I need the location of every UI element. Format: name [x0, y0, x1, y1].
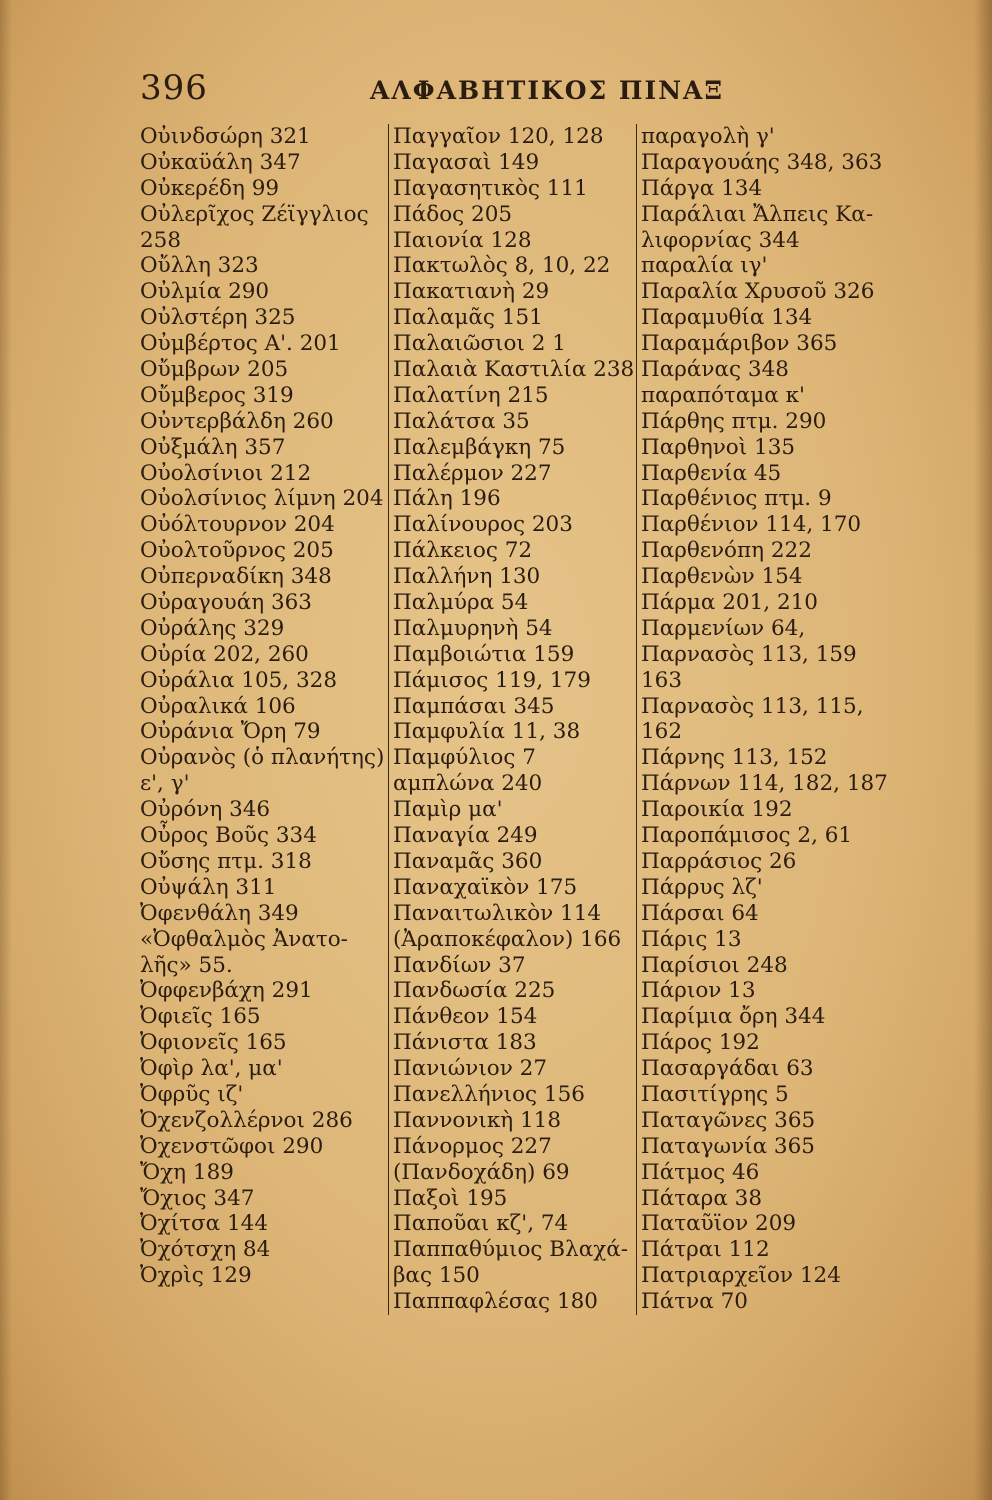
index-entry: Παλαιὰ Καστιλία 238	[393, 357, 635, 383]
index-entry: Ὀχίτσα 144	[140, 1211, 269, 1237]
index-entry: Πάλκειος 72	[393, 538, 533, 564]
index-entry: Πάρθης πτμ. 290	[641, 408, 827, 434]
index-entry: Παταῦϊον 209	[641, 1211, 797, 1237]
index-entry: Οὐολσίνιος λίμνη 204	[140, 486, 384, 512]
index-entry: Πανδίων 37	[393, 952, 526, 978]
index-entry: Πάργα 134	[641, 175, 763, 201]
index-entry: (Ἀραποκέφαλον) 166	[393, 926, 622, 952]
index-entry: Παρθενόπη 222	[641, 538, 812, 564]
index-entry: Οὐλμία 290	[140, 279, 270, 305]
index-entry: Πάρσαι 64	[641, 900, 759, 926]
index-entry: Παλλήνη 130	[393, 564, 541, 590]
index-entry: Παραλία Χρυσοῦ 326	[641, 279, 875, 305]
index-entry: ε', γ'	[140, 771, 190, 797]
index-entry: Πανιώνιον 27	[393, 1056, 548, 1082]
index-entry: Οὐρία 202, 260	[140, 641, 309, 667]
index-entry: Ὀχενστῶφοι 290	[140, 1133, 324, 1159]
index-entry: Παράνας 348	[641, 357, 789, 383]
index-entry: Παταγῶνες 365	[641, 1107, 816, 1133]
index-entry: 258	[140, 227, 182, 253]
index-entry: Οὐκερέδη 99	[140, 175, 280, 201]
index-entry: Πάνορμος 227	[393, 1133, 552, 1159]
index-entry: Οὐμβέρτος Α'. 201	[140, 331, 341, 357]
index-entry: Πάνιστα 183	[393, 1030, 537, 1056]
index-entry: Παλεμβάγκη 75	[393, 434, 566, 460]
index-entry: Πάλη 196	[393, 486, 501, 512]
index-entry: Παραμάριβον 365	[641, 331, 838, 357]
index-entry: Οὔσης πτμ. 318	[140, 848, 312, 874]
index-entry: Παρθηνοὶ 135	[641, 434, 796, 460]
index-entry: Ὀφφενβάχη 291	[140, 978, 313, 1004]
index-entry: Οὐντερβάλδη 260	[140, 408, 334, 434]
running-title: ΑΛΦΑΒΗΤΙΚΟΣ ΠΙΝΑΞ	[370, 76, 725, 105]
index-entry: Παγγαῖον 120, 128	[393, 124, 604, 149]
index-entry: βας 150	[393, 1263, 480, 1289]
index-entry: Πατριαρχεῖον 124	[641, 1263, 841, 1289]
index-entry: Οὐόλτουρνον 204	[140, 512, 335, 538]
index-entry: Παλίνουρος 203	[393, 512, 573, 538]
index-entry: Οὐκαϋάλη 347	[140, 149, 301, 175]
index-entry: 162	[641, 719, 683, 745]
index-entry: Παρνασὸς 113, 159	[641, 641, 857, 667]
index-entry: αμπλώνα 240	[393, 771, 543, 797]
index-entry: Παναμᾶς 360	[393, 848, 543, 874]
index-entry: Παγασητικὸς 111	[393, 175, 588, 201]
index-entry: Παραγουάης 348, 363	[641, 149, 883, 175]
index-entry: Ὄχη 189	[140, 1159, 234, 1185]
page-edge-shadow-right	[974, 0, 992, 1500]
index-column-3	[636, 124, 888, 1315]
index-entry: λιφορνίας 344	[641, 227, 800, 253]
index-entry: Παλατίνη 215	[393, 382, 549, 408]
index-entry: Παλάτσα 35	[393, 408, 530, 434]
index-entry: Παταγωνία 365	[641, 1133, 815, 1159]
index-entry: Παροικία 192	[641, 797, 793, 823]
index-entry: Πάρις 13	[641, 926, 742, 952]
index-column-1	[140, 124, 385, 1289]
index-entry: Παναγία 249	[393, 823, 538, 849]
index-entry: Παμπάσαι 345	[393, 693, 555, 719]
index-entry: Πάταρα 38	[641, 1185, 763, 1211]
index-entry: Ὀφιεῖς 165	[140, 1004, 261, 1030]
index-entry: Οὔμβρων 205	[140, 357, 289, 383]
index-entry: Παρθένιος πτμ. 9	[641, 486, 832, 512]
index-entry: Πάριον 13	[641, 978, 756, 1004]
index-entry: Οὔμβερος 319	[140, 382, 294, 408]
index-entry: Ὀφὶρ λα', μα'	[140, 1056, 283, 1082]
index-entry: Ὄχιος 347	[140, 1185, 255, 1211]
index-entry: Οὐψάλη 311	[140, 874, 277, 900]
index-entry: Παρμενίων 64,	[641, 615, 806, 641]
index-entry: Παροπάμισος 2, 61	[641, 823, 853, 849]
index-entry: Οὐολτοῦρνος 205	[140, 538, 334, 564]
index-entry: Παραμυθία 134	[641, 305, 813, 331]
index-entry: Παππαφλέσας 180	[393, 1289, 598, 1315]
index-entry: Παναιτωλικὸν 114	[393, 900, 602, 926]
index-entry: Παρνασὸς 113, 115,	[641, 693, 864, 719]
index-entry: Παρθένιον 114, 170	[641, 512, 862, 538]
index-entry: Παγασαὶ 149	[393, 149, 540, 175]
index-entry: Πασαργάδαι 63	[641, 1056, 814, 1082]
index-entry: Ὀφρῦς ιζ'	[140, 1081, 244, 1107]
index-entry: 163	[641, 667, 683, 693]
index-entry: Παρθενία 45	[641, 460, 782, 486]
index-entry: Οὐξμάλη 357	[140, 434, 286, 460]
index-entry: Παλμυρηνὴ 54	[393, 615, 553, 641]
index-entry: παραπόταμα κ'	[641, 382, 805, 408]
index-entry: Παράλιαι Ἄλπεις Κα-	[641, 201, 874, 227]
index-entry: Παρίμια ὄρη 344	[641, 1004, 826, 1030]
index-entry: Πάμισος 119, 179	[393, 667, 591, 693]
index-entry: Οὐραλικά 106	[140, 693, 296, 719]
index-entry: Παναχαϊκὸν 175	[393, 874, 578, 900]
index-entry: Οὐπερναδίκη 348	[140, 564, 332, 590]
index-entry: Παρθενὼν 154	[641, 564, 803, 590]
index-entry: Παλμύρα 54	[393, 590, 529, 616]
index-entry: Παμβοιώτια 159	[393, 641, 575, 667]
index-entry: Παρράσιος 26	[641, 848, 797, 874]
index-entry: Παλαμᾶς 151	[393, 305, 543, 331]
index-entry: Πάρος 192	[641, 1030, 760, 1056]
index-entry: Οὐρανὸς (ὁ πλανήτης)	[140, 745, 385, 771]
index-entry: Πανδωσία 225	[393, 978, 556, 1004]
index-entry: Πακατιανὴ 29	[393, 279, 550, 305]
index-entry: Ὀχρὶς 129	[140, 1263, 252, 1289]
index-entry: Πακτωλὸς 8, 10, 22	[393, 253, 611, 279]
index-entry: Πάτραι 112	[641, 1237, 770, 1263]
index-entry: Ὀφενθάλη 349	[140, 900, 299, 926]
index-entry: Πάνθεον 154	[393, 1004, 538, 1030]
index-entry: Ὀχότσχη 84	[140, 1237, 271, 1263]
index-entry: Παμὶρ μα'	[393, 797, 503, 823]
page-header	[0, 68, 992, 118]
index-entry: Πάρρυς λζ'	[641, 874, 763, 900]
index-entry: Ὀφιονεῖς 165	[140, 1030, 287, 1056]
index-entry: Πάτνα 70	[641, 1289, 748, 1315]
index-entry: Πάρνης 113, 152	[641, 745, 828, 771]
index-entry: Οὔλλη 323	[140, 253, 259, 279]
page-edge-shadow-left	[0, 0, 12, 1500]
index-entry: Οὐραγουάη 363	[140, 590, 312, 616]
index-entry: Παιονία 128	[393, 227, 532, 253]
index-entry: Παποῦαι κζ', 74	[393, 1211, 569, 1237]
index-entry: Παμφύλιος 7	[393, 745, 536, 771]
index-entry: Παννονικὴ 118	[393, 1107, 562, 1133]
index-entry: παραγολὴ γ'	[641, 124, 775, 149]
index-entry: Οὐλστέρη 325	[140, 305, 296, 331]
index-entry: Ὀχενζολλέρνοι 286	[140, 1107, 353, 1133]
index-entry: Παμφυλία 11, 38	[393, 719, 581, 745]
index-entry: παραλία ιγ'	[641, 253, 768, 279]
index-entry: Πασιτίγρης 5	[641, 1081, 789, 1107]
index-entry: (Πανδοχάδη) 69	[393, 1159, 570, 1185]
index-entry: Παππαθύμιος Βλαχά-	[393, 1237, 629, 1263]
index-entry: «Ὀφθαλμὸς Ἀνατο-	[140, 926, 348, 952]
index-entry: Παλέρμον 227	[393, 460, 552, 486]
index-entry: Παρίσιοι 248	[641, 952, 788, 978]
index-entry: Πάτμος 46	[641, 1159, 760, 1185]
index-entry: Οὖρος Βοῦς 334	[140, 823, 317, 849]
index-entry: λῆς» 55.	[140, 952, 233, 978]
index-entry: Πάδος 205	[393, 201, 513, 227]
index-entry: Οὐράνια Ὄρη 79	[140, 719, 321, 745]
index-entry: Πάρνων 114, 182, 187	[641, 771, 888, 797]
index-entry: Παξοὶ 195	[393, 1185, 508, 1211]
index-entry: Οὐράλια 105, 328	[140, 667, 338, 693]
page-number: 396	[140, 68, 208, 108]
index-entry: Οὐράλης 329	[140, 615, 285, 641]
index-entry: Πανελλήνιος 156	[393, 1081, 585, 1107]
index-entry: Παλαιῶσιοι 2 1	[393, 331, 566, 357]
index-entry: Οὐρόνη 346	[140, 797, 271, 823]
index-column-2	[388, 124, 635, 1315]
index-entry: Πάρμα 201, 210	[641, 590, 818, 616]
index-entry: Οὐολσίνιοι 212	[140, 460, 312, 486]
index-entry: Οὐινδσώρη 321	[140, 124, 311, 149]
index-entry: Οὐλερῖχος Ζέϊγγλιος	[140, 201, 369, 227]
